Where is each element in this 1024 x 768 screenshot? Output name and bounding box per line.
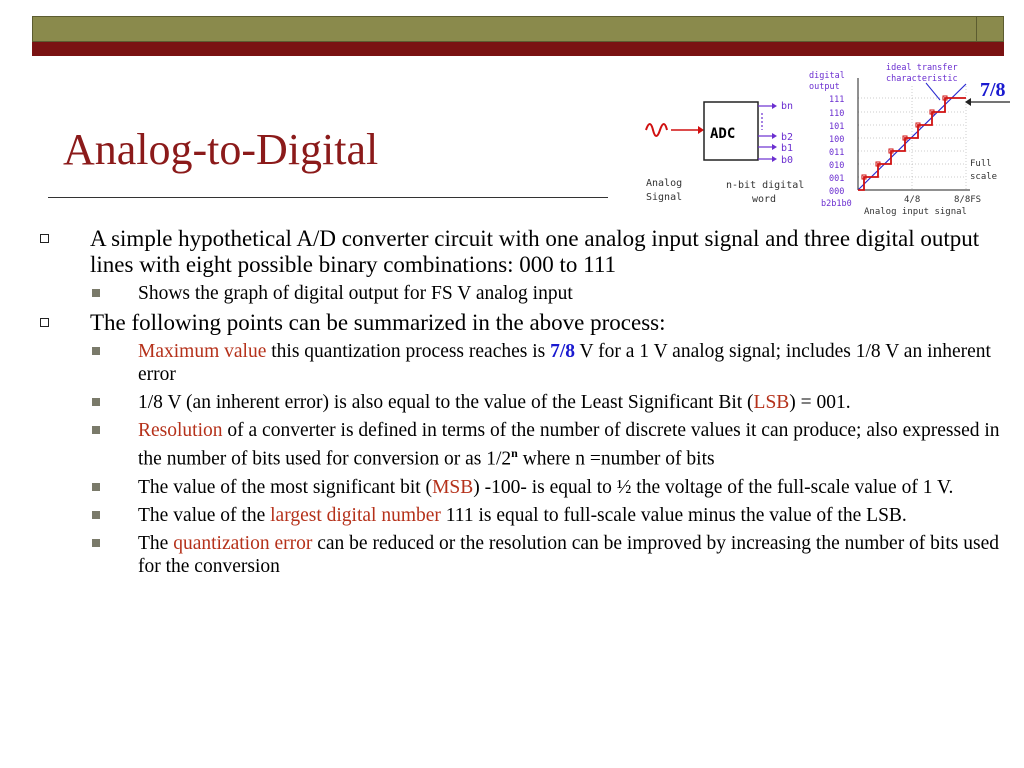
term-maximum-value: Maximum value bbox=[138, 341, 267, 362]
square-bullet-icon bbox=[92, 539, 100, 547]
title-divider bbox=[48, 197, 608, 198]
analog-wave-icon bbox=[646, 124, 667, 136]
bullet-1 bbox=[40, 226, 1000, 278]
y-axis-title-2: output bbox=[809, 82, 840, 92]
sub-bullet-2-4: The value of the most significant bit (MSB) -100- is equal to ½ the voltage of the full-scale value of 1 V. bbox=[40, 476, 1000, 499]
sub-bullet-2-5: The value of the largest digital number 111 is equal to full-scale value minus the value of the LSB. bbox=[40, 504, 1000, 527]
bullet-list bbox=[40, 226, 1000, 583]
callout-7-8: 7/8 bbox=[980, 79, 1006, 101]
sub-bullet-2-3: Resolution of a converter is defined in terms of the number of discrete values it can produce; also expressed in the number of bits used for conversion or as 1/2$^n$ where n =number of bits bbox=[40, 419, 1000, 471]
slide-title: Analog-to-Digital bbox=[63, 125, 379, 174]
nbit-label-2: word bbox=[752, 194, 777, 205]
bullet-2 bbox=[40, 310, 1000, 336]
term-lsb: LSB bbox=[753, 392, 790, 413]
sub-bullet-1-1: Shows the graph of digital output for FS V analog input bbox=[40, 282, 1000, 305]
sub-bullet-2-6: The quantization error can be reduced or the resolution can be improved by increasing the number of bits used for the conversion bbox=[40, 532, 1000, 578]
corner-block bbox=[976, 16, 1004, 42]
square-bullet-icon bbox=[92, 398, 100, 406]
y-tick-001: 001 bbox=[829, 174, 845, 184]
y-tick-010: 010 bbox=[829, 161, 845, 171]
square-bullet-icon bbox=[92, 347, 100, 355]
adc-diagram bbox=[626, 56, 1024, 226]
ideal-label-2: characteristic bbox=[886, 74, 958, 84]
nbit-label-1: n-bit digital bbox=[726, 180, 805, 191]
term-resolution: Resolution bbox=[138, 420, 223, 441]
sub-bullet-2-1: Maximum value this quantization process reaches is 7/8 V for a 1 V analog signal; includes 1/8 V an inherent error bbox=[40, 340, 1000, 386]
square-bullet-icon bbox=[92, 289, 100, 297]
hollow-square-bullet-icon bbox=[40, 318, 49, 327]
y-tick-000: 000 bbox=[829, 187, 845, 197]
y-tick-011: 011 bbox=[829, 148, 845, 158]
full-scale-label-2: scale bbox=[970, 172, 998, 182]
square-bullet-icon bbox=[92, 511, 100, 519]
square-bullet-icon bbox=[92, 483, 100, 491]
term-largest-digital-number: largest digital number bbox=[270, 504, 441, 526]
square-bullet-icon bbox=[92, 426, 100, 434]
output-line-b0: b0 bbox=[781, 155, 794, 166]
analog-signal-label-2: Signal bbox=[646, 192, 683, 203]
y-tick-111: 111 bbox=[829, 95, 845, 105]
y-tick-100: 100 bbox=[829, 135, 845, 145]
sub-bullet-2-2: 1/8 V (an inherent error) is also equal to the value of the Least Significant Bit (LSB) = 001. bbox=[40, 391, 1000, 414]
ideal-label-1: ideal transfer bbox=[886, 63, 958, 73]
term-msb: MSB bbox=[432, 476, 474, 498]
y-tick-110: 110 bbox=[829, 109, 845, 119]
value-7-8: 7/8 bbox=[550, 341, 576, 362]
output-line-b2: b2 bbox=[781, 132, 794, 143]
x-tick-fs: 8/8FS bbox=[954, 195, 982, 205]
x-axis-title: Analog input signal bbox=[864, 207, 967, 217]
bullet-2-text: The following points can be summarized in the above process: bbox=[90, 310, 666, 335]
hollow-square-bullet-icon bbox=[40, 234, 49, 243]
output-line-b1: b1 bbox=[781, 143, 794, 154]
term-quantization-error: quantization error bbox=[173, 532, 313, 554]
adc-label: ADC bbox=[710, 126, 736, 142]
x-tick-4-8: 4/8 bbox=[904, 195, 921, 205]
analog-signal-label-1: Analog bbox=[646, 178, 683, 189]
y-tick-101: 101 bbox=[829, 122, 845, 132]
bullet-1-text: A simple hypothetical A/D converter circuit with one analog input signal and three digital output lines with eight possible binary combinations: 000 to 111 bbox=[90, 226, 980, 277]
header-bar bbox=[32, 16, 1004, 42]
y-axis-title-1: digital bbox=[809, 71, 845, 81]
ideal-line bbox=[858, 84, 966, 190]
corner-accent bbox=[976, 42, 1004, 50]
full-scale-label-1: Full bbox=[970, 159, 992, 169]
output-line-bn: bn bbox=[781, 101, 794, 112]
header-accent-bar bbox=[32, 42, 1004, 56]
superscript-n: n bbox=[511, 446, 518, 460]
bit-order-label: b2b1b0 bbox=[821, 199, 852, 209]
